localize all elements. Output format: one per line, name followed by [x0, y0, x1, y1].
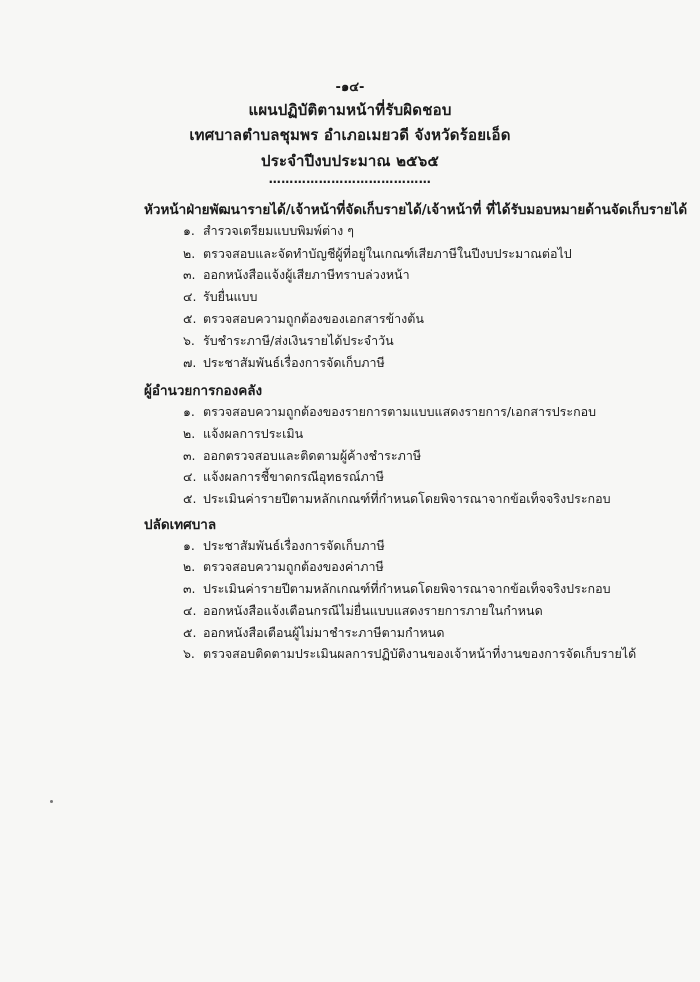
item-text: ประเมินค่ารายปีตามหลักเกณฑ์ที่กำหนดโดยพิจารณาจากข้อเท็จจริงประกอบ — [202, 581, 611, 596]
item-text: ออกหนังสือเตือนผู้ไม่มาชำระภาษีตามกำหนด — [202, 625, 445, 640]
item-number: ๒. — [183, 246, 196, 261]
list-item — [183, 601, 543, 621]
item-number: ๗. — [183, 355, 197, 370]
item-number: ๕. — [183, 311, 197, 326]
item-number: ๖. — [183, 646, 195, 661]
item-number: ๕. — [183, 491, 197, 506]
item-number: ๓. — [183, 581, 196, 596]
list-item — [183, 221, 354, 241]
item-number: ๔. — [183, 289, 197, 304]
list-item — [183, 424, 303, 444]
list-item — [183, 557, 384, 577]
item-text: แจ้งผลการประเมิน — [202, 426, 304, 441]
list-item — [183, 309, 424, 329]
item-text: ตรวจสอบติดตามประเมินผลการปฏิบัติงานของเจ้าหน้าที่งานของการจัดเก็บรายได้ — [202, 646, 637, 661]
list-item — [183, 402, 596, 422]
item-text: ตรวจสอบและจัดทำบัญชีผู้ที่อยู่ในเกณฑ์เสียภาษีในปีงบประมาณต่อไป — [202, 246, 572, 261]
item-number: ๔. — [183, 603, 197, 618]
item-number: ๒. — [183, 426, 196, 441]
item-number: ๔. — [183, 469, 197, 484]
section-heading-municipal-clerk: ปลัดเทศบาล — [144, 517, 217, 533]
item-text: ตรวจสอบความถูกต้องของเอกสารข้างต้น — [202, 311, 424, 326]
list-item — [183, 467, 384, 487]
list-item — [183, 489, 611, 509]
item-text: สำรวจเตรียมแบบพิมพ์ต่าง ๆ — [202, 223, 354, 238]
item-text: ประชาสัมพันธ์เรื่องการจัดเก็บภาษี — [202, 538, 385, 553]
list-item — [183, 265, 410, 285]
item-text: ออกตรวจสอบและติดตามผู้ค้างชำระภาษี — [202, 448, 422, 463]
title-line-1: แผนปฏิบัติตามหน้าที่รับผิดชอบ — [248, 101, 452, 119]
item-number: ๑. — [183, 223, 195, 238]
item-text: ออกหนังสือแจ้งผู้เสียภาษีทราบล่วงหน้า — [202, 267, 410, 282]
list-item — [183, 287, 257, 307]
list-item — [183, 244, 572, 264]
list-item — [183, 644, 636, 664]
item-text: ประเมินค่ารายปีตามหลักเกณฑ์ที่กำหนดโดยพิจารณาจากข้อเท็จจริงประกอบ — [202, 491, 611, 506]
list-item — [183, 623, 444, 643]
page-number: -๑๔- — [335, 80, 365, 95]
title-line-2: เทศบาลตำบลชุมพร อำเภอเมยวดี จังหวัดร้อยเอ็ด — [189, 126, 511, 144]
item-number: ๕. — [183, 625, 197, 640]
item-number: ๑. — [183, 538, 195, 553]
item-text: ตรวจสอบความถูกต้องของรายการตามแบบแสดงรายการ/เอกสารประกอบ — [202, 404, 597, 419]
list-item — [183, 579, 611, 599]
item-number: ๒. — [183, 559, 196, 574]
section-heading-revenue-staff: หัวหน้าฝ่ายพัฒนารายได้/เจ้าหน้าที่จัดเก็บรายได้/เจ้าหน้าที่ ที่ได้รับมอบหมายด้านจัดเก็บรายได้ — [144, 202, 688, 218]
item-text: รับยื่นแบบ — [202, 289, 258, 304]
title-line-3: ประจำปีงบประมาณ ๒๕๖๕ — [260, 152, 439, 170]
item-number: ๑. — [183, 404, 195, 419]
separator-dots: ………………………………… — [268, 172, 432, 186]
item-text: ออกหนังสือแจ้งเตือนกรณีไม่ยื่นแบบแสดงรายการภายในกำหนด — [202, 603, 543, 618]
item-number: ๖. — [183, 333, 195, 348]
item-number: ๓. — [183, 267, 196, 282]
list-item — [183, 536, 385, 556]
list-item — [183, 446, 421, 466]
item-text: รับชำระภาษี/ส่งเงินรายได้ประจำวัน — [202, 333, 394, 348]
item-text: ประชาสัมพันธ์เรื่องการจัดเก็บภาษี — [202, 355, 385, 370]
item-text: ตรวจสอบความถูกต้องของค่าภาษี — [202, 559, 384, 574]
scan-speck — [50, 800, 53, 803]
item-number: ๓. — [183, 448, 196, 463]
list-item — [183, 331, 394, 351]
item-text: แจ้งผลการชี้ขาดกรณีอุทธรณ์ภาษี — [202, 469, 384, 484]
list-item — [183, 353, 385, 373]
section-heading-finance-director: ผู้อำนวยการกองคลัง — [144, 383, 263, 399]
